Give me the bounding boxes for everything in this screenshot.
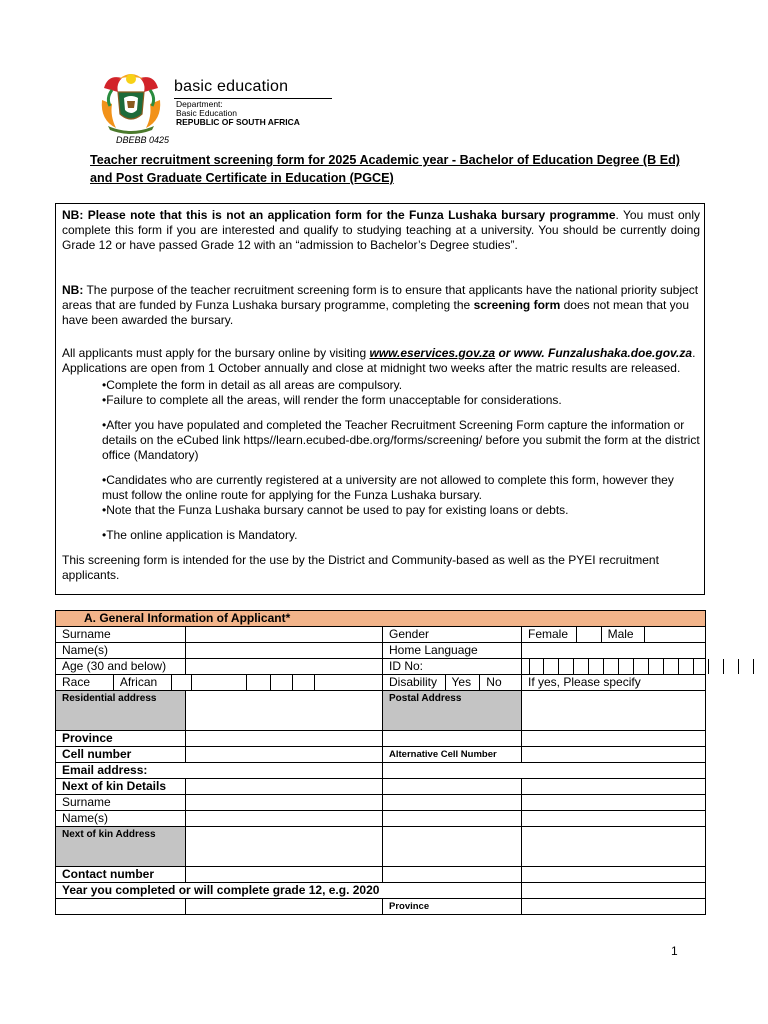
notice-box: [55, 203, 705, 595]
alt-cell-number-label: Alternative Cell Number: [383, 747, 522, 763]
school-province-label: Province: [383, 899, 522, 915]
surname-field[interactable]: [186, 627, 383, 643]
disability-no-option[interactable]: No: [486, 675, 502, 689]
table-row: [56, 883, 706, 899]
applicant-info-table: [55, 610, 706, 915]
instruction-item: •Note that the Funza Lushaka bursary cannot be used to pay for existing loans or debts.: [102, 503, 569, 517]
african-checkbox[interactable]: [172, 675, 192, 690]
nok-surname-field-2[interactable]: [383, 795, 522, 811]
table-row: [56, 659, 706, 675]
contact-number-field-2[interactable]: [383, 867, 522, 883]
table-cell: [522, 779, 706, 795]
id-no-field[interactable]: [522, 659, 706, 675]
residential-address-field[interactable]: [186, 691, 383, 731]
eservices-link[interactable]: www.eservices.gov.za: [369, 346, 496, 360]
instruction-item: •After you have populated and completed the Teacher Recruitment Screening Form capture the information or details on the eCubed link https//learn.ecubed-dbe.org/forms/screening/ before you submit the form at the district office (Mandatory): [102, 418, 700, 462]
next-of-kin-heading: Next of kin Details: [56, 779, 186, 795]
notice-1-bold: NB: Please note that this is not an application form for the Funza Lushaka bursary programme: [62, 208, 616, 222]
alt-cell-number-field[interactable]: [522, 747, 706, 763]
table-row: [56, 867, 706, 883]
table-row: [56, 811, 706, 827]
section-title: A. General Information of Applicant*: [56, 611, 706, 627]
race-option-box[interactable]: [315, 675, 382, 690]
race-option-box[interactable]: [192, 675, 248, 690]
dept-line-1: Department:: [176, 99, 223, 109]
notice-3-text-a: All applicants must apply for the bursary online by visiting: [62, 346, 370, 360]
surname-label: Surname: [56, 627, 186, 643]
male-checkbox[interactable]: [645, 627, 705, 642]
nok-address-field[interactable]: [186, 827, 383, 867]
instruction-item: •Candidates who are currently registered at a university are not allowed to complete this form, however they must follow the online route for applying for the Funza Lushaka bursary.: [102, 473, 674, 502]
table-row: [56, 899, 706, 915]
instruction-item: •Failure to complete all the areas, will render the form unacceptable for considerations.: [102, 393, 562, 407]
table-row: [56, 627, 706, 643]
notice-1-text: . You must only complete this form if you are interested and qualify to studying teaching at a university. You should be currently doing Grade 12 or have passed Grade 12 with an “admission to Bachelor’s Degree studies”.: [62, 208, 701, 252]
province-extra-field[interactable]: [383, 731, 522, 747]
age-label: Age (30 and below): [56, 659, 186, 675]
contact-number-label: Contact number: [56, 867, 186, 883]
gender-options: [522, 627, 706, 643]
disability-options: [383, 675, 522, 691]
id-digit-boxes[interactable]: [529, 659, 768, 674]
section-header-row: [56, 611, 706, 627]
school-province-field[interactable]: [522, 899, 706, 915]
notice-2-text-a: The purpose of the teacher recruitment screening form is to ensure that applicants have the national priority subject areas that are funded by Funza Lushaka bursary programme, completing the: [62, 283, 699, 312]
notice-paragraph-1: [62, 208, 700, 253]
table-row: [56, 691, 706, 731]
dbe-logo: [98, 68, 338, 148]
nok-names-field-2[interactable]: [383, 811, 522, 827]
race-option-box[interactable]: [293, 675, 315, 690]
home-language-label: Home Language: [383, 643, 522, 659]
grade12-year-field[interactable]: [522, 883, 706, 899]
notice-paragraph-last: This screening form is intended for the use by the District and Community-based as well as the PYEI recruitment applicants.: [62, 553, 659, 582]
table-row: [56, 827, 706, 867]
table-cell: [383, 779, 522, 795]
postal-address-label: Postal Address: [383, 691, 522, 731]
residential-address-label: Residential address: [56, 691, 186, 731]
document-title: Teacher recruitment screening form for 2025 Academic year - Bachelor of Education Degree (B Ed) and Post Graduate Certificate in Education (PGCE): [90, 153, 680, 185]
table-row: [56, 763, 706, 779]
names-label: Name(s): [56, 643, 186, 659]
nok-address-label: Next of kin Address: [56, 827, 186, 867]
male-option[interactable]: Male: [602, 627, 646, 642]
grade12-field-2[interactable]: [186, 899, 383, 915]
instruction-item: •The online application is Mandatory.: [102, 528, 298, 542]
province-label: Province: [56, 731, 186, 747]
reference-code: DBEBB 0425: [116, 135, 170, 145]
grade12-year-label: Year you completed or will complete grade 12, e.g. 2020: [56, 883, 522, 899]
contact-number-field-3[interactable]: [522, 867, 706, 883]
disability-yes-option[interactable]: Yes: [446, 675, 481, 690]
instruction-item: •Complete the form in detail as all areas are compulsory.: [102, 378, 403, 392]
race-label: Race: [56, 675, 114, 690]
african-option[interactable]: African: [114, 675, 172, 690]
dept-line-2: Basic Education: [176, 108, 237, 118]
home-language-field[interactable]: [522, 643, 706, 659]
brand-title: basic education: [174, 78, 289, 95]
nok-surname-field[interactable]: [186, 795, 383, 811]
table-row: [56, 675, 706, 691]
nok-surname-label: Surname: [56, 795, 186, 811]
age-field[interactable]: [186, 659, 383, 675]
instruction-list: [62, 378, 700, 543]
nok-address-field-2[interactable]: [383, 827, 522, 867]
department-name: [176, 100, 300, 127]
notice-2-bold: screening form: [473, 298, 561, 312]
table-row: [56, 747, 706, 763]
notice-2-label: NB:: [62, 283, 84, 297]
female-option[interactable]: Female: [522, 627, 577, 642]
page-number: 1: [671, 944, 678, 958]
notice-paragraph-3: [62, 346, 700, 376]
female-checkbox[interactable]: [577, 627, 602, 642]
table-cell: [186, 779, 383, 795]
nok-names-label: Name(s): [56, 811, 186, 827]
race-options: [56, 675, 383, 691]
race-option-box[interactable]: [271, 675, 293, 690]
table-row: [56, 643, 706, 659]
funzalushaka-link[interactable]: Funzalushaka.doe.gov.za: [548, 346, 693, 360]
coat-of-arms-icon: [98, 70, 164, 134]
grade12-field-1[interactable]: [56, 899, 186, 915]
province-field[interactable]: [186, 731, 383, 747]
contact-number-field[interactable]: [186, 867, 383, 883]
id-no-label: ID No:: [383, 659, 522, 675]
email-field[interactable]: [383, 763, 706, 779]
disability-specify-label: If yes, Please specify: [522, 675, 706, 691]
notice-paragraph-2: [62, 283, 700, 328]
email-label: Email address:: [56, 763, 383, 779]
table-row: [56, 731, 706, 747]
notice-2-text-b: does not mean that you have been awarded the bursary.: [62, 298, 690, 327]
names-field[interactable]: [186, 643, 383, 659]
cell-number-label: Cell number: [56, 747, 186, 763]
race-option-box[interactable]: [247, 675, 271, 690]
dept-line-3: REPUBLIC OF SOUTH AFRICA: [176, 117, 300, 127]
postal-address-field[interactable]: [522, 691, 706, 731]
notice-3-text-b: . Applications are open from 1 October annually and close at midnight two weeks after the matric results are released.: [62, 346, 696, 375]
gender-label: Gender: [383, 627, 522, 643]
notice-3-or: or www.: [495, 346, 545, 360]
nok-names-field[interactable]: [186, 811, 383, 827]
nok-surname-field-3[interactable]: [522, 795, 706, 811]
province-extra-field-2[interactable]: [522, 731, 706, 747]
cell-number-field[interactable]: [186, 747, 383, 763]
table-row: [56, 779, 706, 795]
nok-address-field-3[interactable]: [522, 827, 706, 867]
disability-label: Disability: [383, 675, 446, 690]
table-row: [56, 795, 706, 811]
nok-names-field-3[interactable]: [522, 811, 706, 827]
